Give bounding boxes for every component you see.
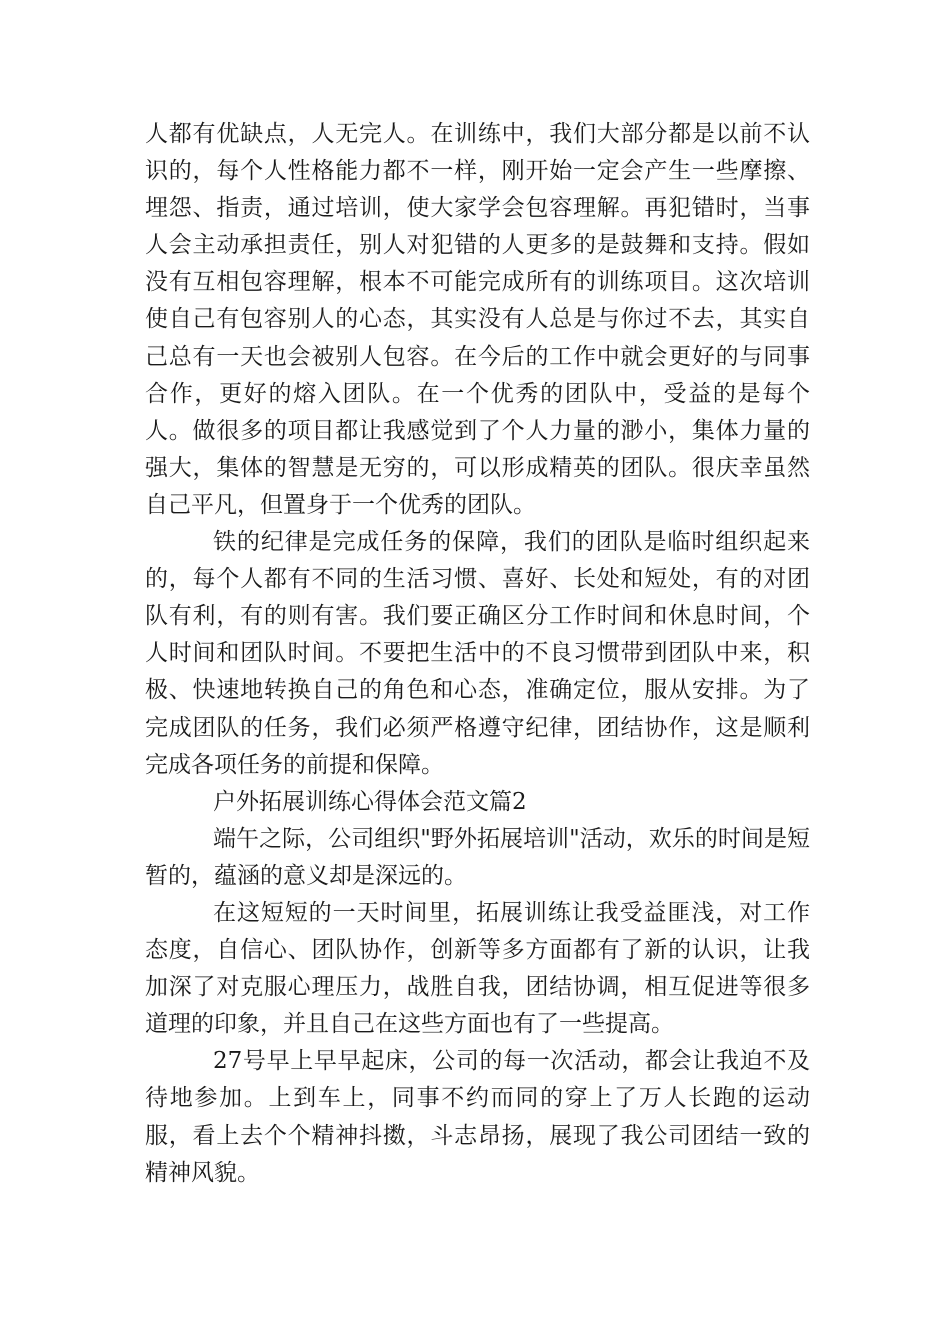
paragraph-tolerance: 人都有优缺点，人无完人。在训练中，我们大部分都是以前不认识的，每个人性格能力都不一样，刚开始一定会产生一些摩擦、埋怨、指责，通过培训，使大家学会包容理解。再犯错时，当事人会主动承担责任，别人对犯错的人更多的是鼓舞和支持。假如没有互相包容理解，根本不可能完成所有的训练项目。这次培训使自己有包容别人的心态，其实没有人总是与你过不去，其实自己总有一天也会被别人包容。在今后的工作中就会更好的与同事合作，更好的熔入团队。在一个优秀的团队中，受益的是每个人。做很多的项目都让我感觉到了个人力量的渺小，集体力量的强大，集体的智慧是无穷的，可以形成精英的团队。很庆幸虽然自己平凡，但置身于一个优秀的团队。 bbox=[145, 121, 810, 518]
paragraph-one-day-training: 在这短短的一天时间里，拓展训练让我受益匪浅，对工作态度，自信心、团队协作，创新等多方面都有了新的认识，让我加深了对克服心理压力，战胜自我，团结协调，相互促进等很多道理的印象，并且自己在这些方面也有了一些提高。 bbox=[145, 899, 810, 1038]
section-heading: 户外拓展训练心得体会范文篇2 bbox=[213, 788, 527, 815]
document-body bbox=[145, 116, 810, 1192]
paragraph-morning-departure: 27号早上早早起床，公司的每一次活动，都会让我迫不及待地参加。上到车上，同事不约而同的穿上了万人长跑的运动服，看上去个个精神抖擞，斗志昂扬，展现了我公司团结一致的精神风貌。 bbox=[145, 1048, 810, 1186]
paragraph-dragon-boat-activity: 端午之际，公司组织"野外拓展培训"活动，欢乐的时间是短暂的，蕴涵的意义却是深远的。 bbox=[145, 825, 810, 889]
paragraph-discipline: 铁的纪律是完成任务的保障，我们的团队是临时组织起来的，每个人都有不同的生活习惯、喜好、长处和短处，有的对团队有利，有的则有害。我们要正确区分工作时间和休息时间，个人时间和团队时间。不要把生活中的不良习惯带到团队中来，积极、快速地转换自己的角色和心态，准确定位，服从安排。为了完成团队的任务，我们必须严格遵守纪律，团结协作，这是顺利完成各项任务的前提和保障。 bbox=[145, 529, 810, 778]
